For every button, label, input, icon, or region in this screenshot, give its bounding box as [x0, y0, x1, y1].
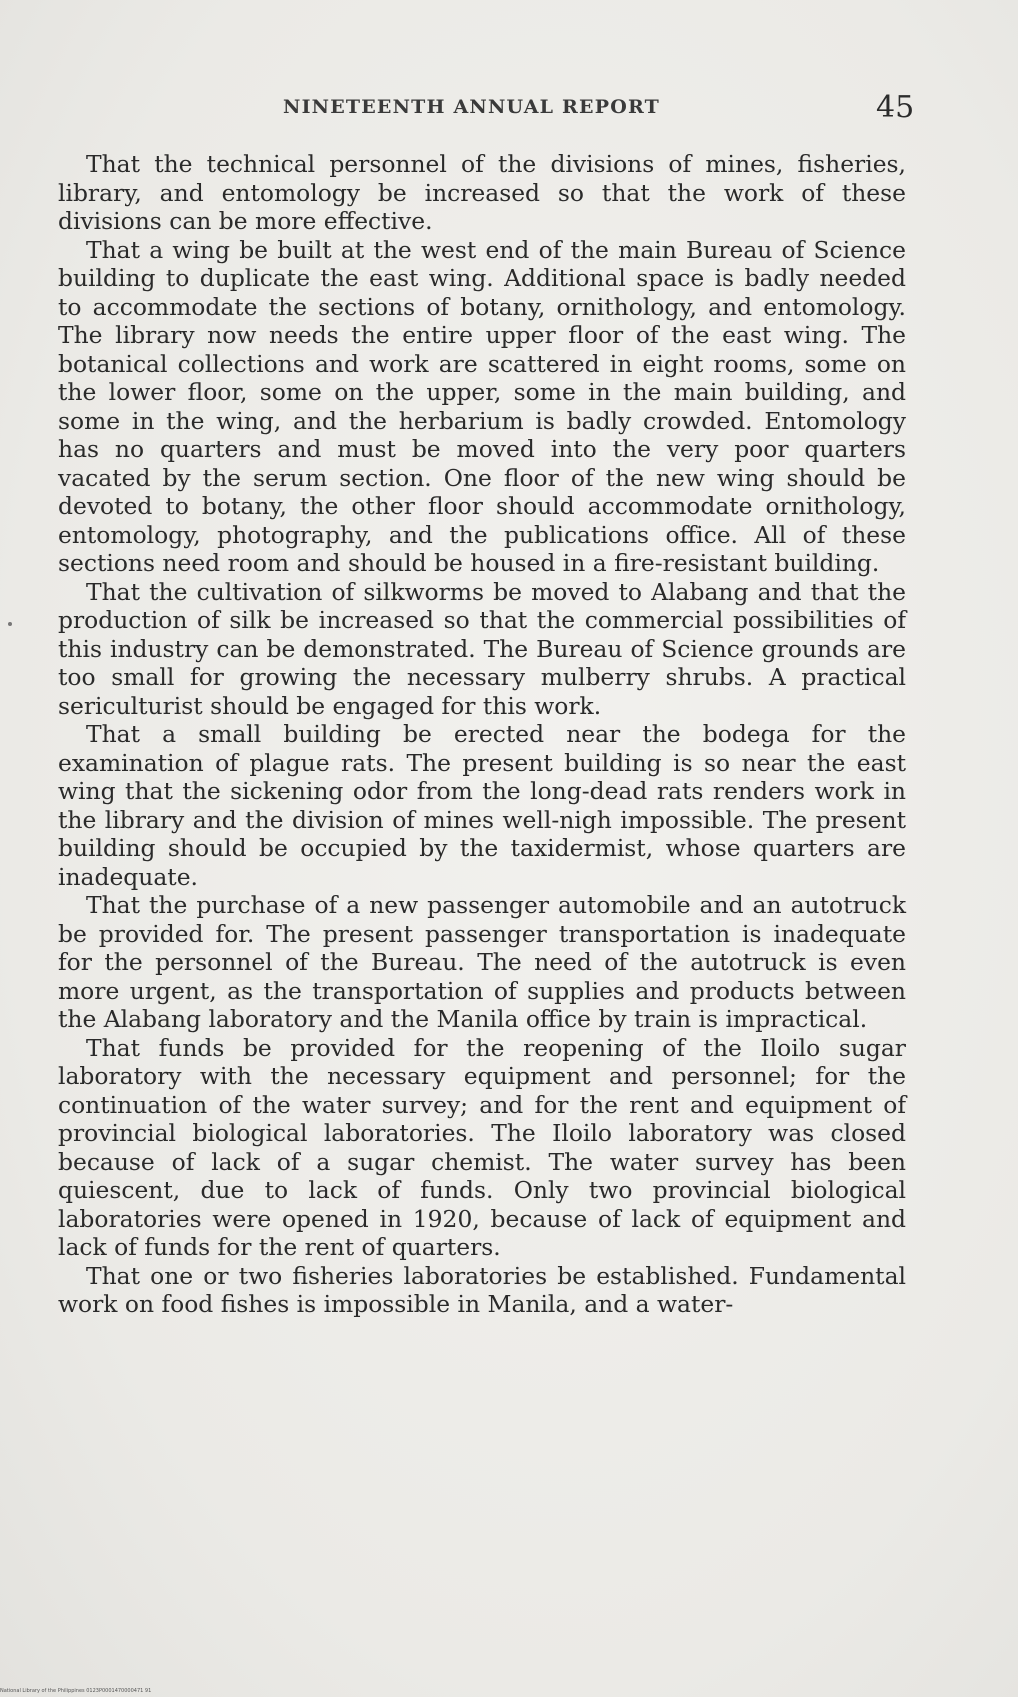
running-head: NINETEENTH ANNUAL REPORT — [283, 96, 660, 118]
page-header — [0, 90, 1018, 130]
paragraph: That a wing be built at the west end of the main Bureau of Science building to duplicate the east wing. Additional space is badly needed to accommodate the sections of botany, ornithology, and entomology. The library now needs the entire upper floor of the east wing. The botanical collections and work are scattered in eight rooms, some on the lower floor, some on the upper, some in the main building, and some in the wing, and the herbarium is badly crowded. Entomology has no quarters and must be moved into the very poor quarters vacated by the serum section. One floor of the new wing should be devoted to botany, the other floor should accommodate ornithology, entomology, photography, and the publications office. All of these sections need room and should be housed in a fire-resistant building. — [58, 235, 906, 577]
paragraph: That a small building be erected near the bodega for the examination of plague rats. The present building is so near the east wing that the sickening odor from the long-dead rats renders work in the library and the division of mines well-nigh impossible. The present building should be occupied by the taxidermist, whose quarters are inadequate. — [58, 720, 906, 891]
margin-speck — [8, 622, 12, 626]
paragraph: That funds be provided for the reopening of the Iloilo sugar laboratory with the necessary equipment and personnel; for the continuation of the water survey; and for the rent and equipment of provincial biological laboratories. The Iloilo laboratory was closed because of lack of a sugar chemist. The water survey has been quiescent, due to lack of funds. Only two provincial biological laboratories were opened in 1920, because of lack of equipment and lack of funds for the rent of quarters. — [58, 1033, 906, 1261]
paragraph: That the technical personnel of the divisions of mines, fisheries, library, and entomology be increased so that the work of these divisions can be more effective. — [58, 150, 906, 235]
paragraph: That the cultivation of silkworms be moved to Alabang and that the production of silk be increased so that the commercial possibilities of this industry can be demonstrated. The Bureau of Science grounds are too small for growing the necessary mulberry shrubs. A practical sericulturist should be engaged for this work. — [58, 577, 906, 720]
scan-footer: National Library of the Philippines 0123P0001470000471 91 — [0, 1688, 152, 1694]
paragraph: That one or two fisheries laboratories be established. Fundamental work on food fishes is impossible in Manila, and a water- — [58, 1261, 906, 1318]
body-text — [58, 150, 906, 1319]
page-number: 45 — [876, 90, 915, 125]
paragraph: That the purchase of a new passenger automobile and an autotruck be provided for. The present passenger transportation is inadequate for the personnel of the Bureau. The need of the autotruck is even more urgent, as the transportation of supplies and products between the Alabang laboratory and the Manila office by train is impractical. — [58, 891, 906, 1033]
